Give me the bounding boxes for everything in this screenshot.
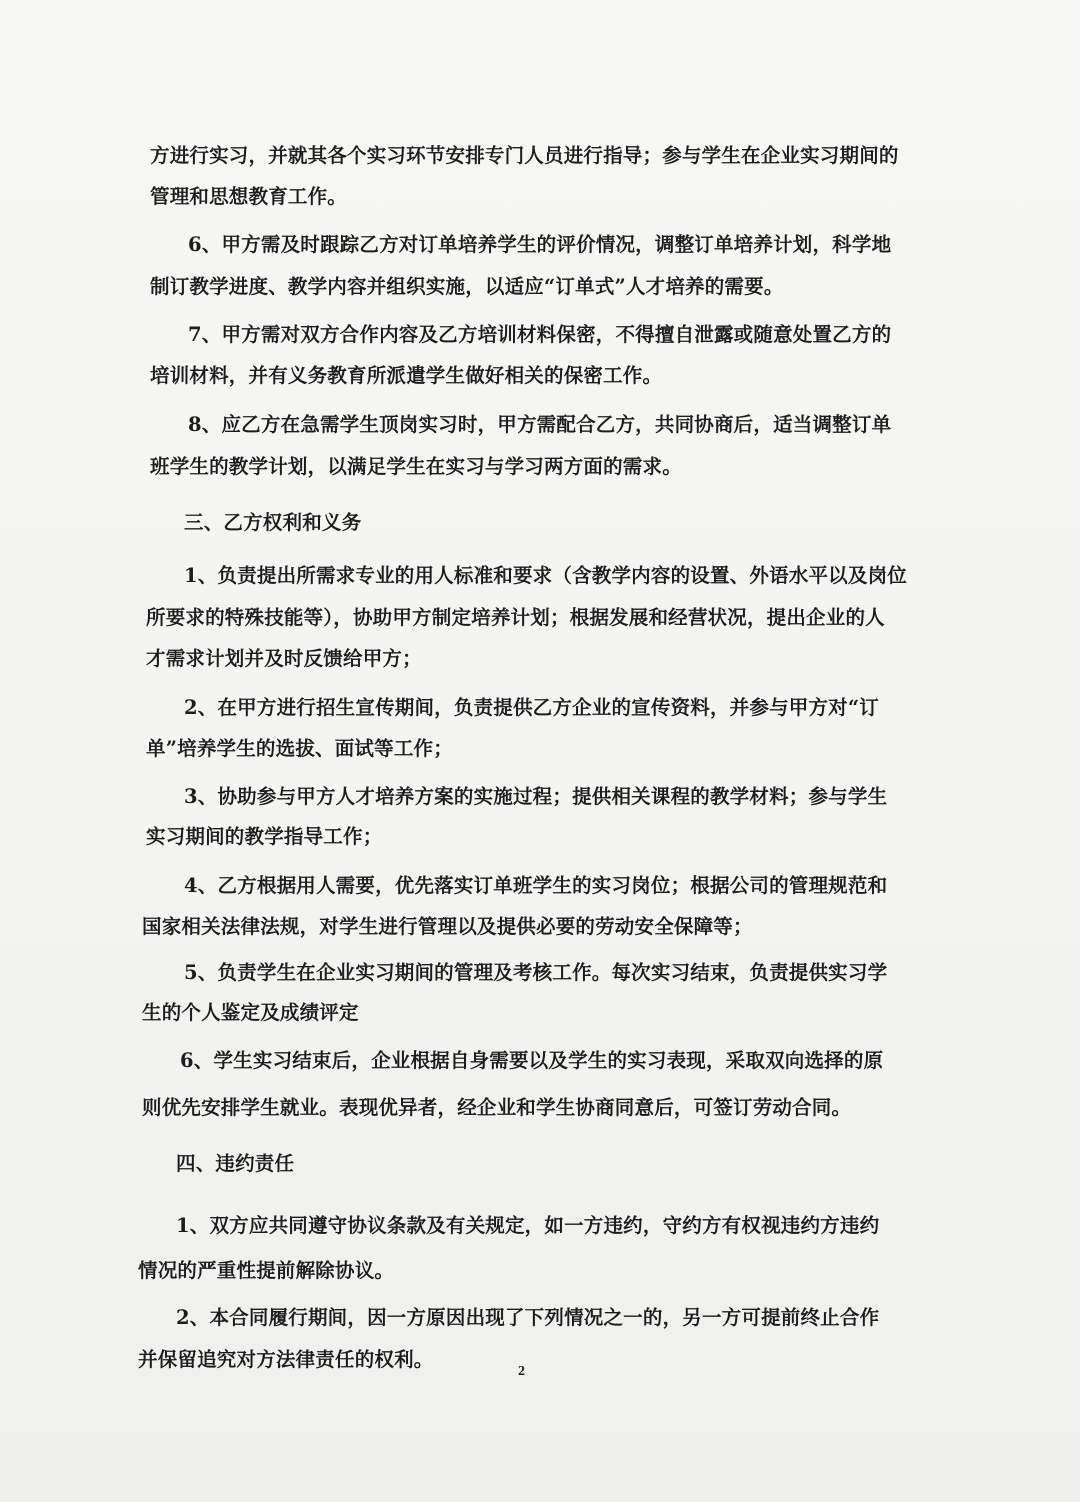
text-line: 6、学生实习结束后，企业根据自身需要以及学生的实习表现，采取双向选择的原 (180, 1049, 884, 1072)
text-line: 6、甲方需及时跟踪乙方对订单培养学生的评价情况，调整订单培养计划，科学地 (188, 233, 892, 256)
text-line: 培训材料，并有义务教育所派遣学生做好相关的保密工作。 (150, 364, 663, 387)
text-line: 方进行实习，并就其各个实习环节安排专门人员进行指导；参与学生在企业实习期间的 (150, 144, 899, 167)
text-line: 并保留追究对方法律责任的权利。 (138, 1348, 434, 1371)
text-line: 1、双方应共同遵守协议条款及有关规定，如一方违约，守约方有权视违约方违约 (176, 1214, 880, 1237)
text-line: 7、甲方需对双方合作内容及乙方培训材料保密，不得擅自泄露或随意处置乙方的 (188, 323, 892, 346)
text-line: 5、负责学生在企业实习期间的管理及考核工作。每次实习结束，负责提供实习学 (184, 961, 888, 984)
text-line: 则优先安排学生就业。表现优异者，经企业和学生协商同意后，可签订劳动合同。 (142, 1096, 852, 1119)
text-line: 3、协助参与甲方人才培养方案的实施过程；提供相关课程的教学材料；参与学生 (184, 785, 888, 808)
text-line: 2、本合同履行期间，因一方原因出现了下列情况之一的，另一方可提前终止合作 (176, 1306, 880, 1329)
text-line: 8、应乙方在急需学生顶岗实习时，甲方需配合乙方，共同协商后，适当调整订单 (188, 413, 892, 436)
text-line: 所要求的特殊技能等），协助甲方制定培养计划；根据发展和经营状况，提出企业的人 (146, 606, 885, 629)
text-line: 管理和思想教育工作。 (150, 185, 348, 208)
text-line: 国家相关法律法规，对学生进行管理以及提供必要的劳动安全保障等； (142, 915, 753, 938)
page-number: 2 (518, 1364, 525, 1379)
section-heading: 三、乙方权利和义务 (184, 511, 362, 534)
text-line: 1、负责提出所需求专业的用人标准和要求（含教学内容的设置、外语水平以及岗位 (184, 564, 907, 587)
text-line: 4、乙方根据用人需要，优先落实订单班学生的实习岗位；根据公司的管理规范和 (184, 874, 888, 897)
text-line: 2、在甲方进行招生宣传期间，负责提供乙方企业的宣传资料，并参与甲方对“订 (184, 696, 879, 719)
text-line: 情况的严重性提前解除协议。 (138, 1259, 395, 1282)
text-line: 生的个人鉴定及成绩评定 (142, 1001, 359, 1024)
text-line: 才需求计划并及时反馈给甲方； (146, 647, 422, 670)
text-line: 单”培养学生的选拔、面试等工作； (146, 737, 453, 760)
text-line: 班学生的教学计划，以满足学生在实习与学习两方面的需求。 (150, 455, 682, 478)
section-heading: 四、违约责任 (176, 1152, 295, 1175)
text-line: 实习期间的教学指导工作； (146, 825, 383, 848)
text-line: 制订教学进度、教学内容并组织实施，以适应“订单式”人才培养的需要。 (150, 275, 784, 298)
